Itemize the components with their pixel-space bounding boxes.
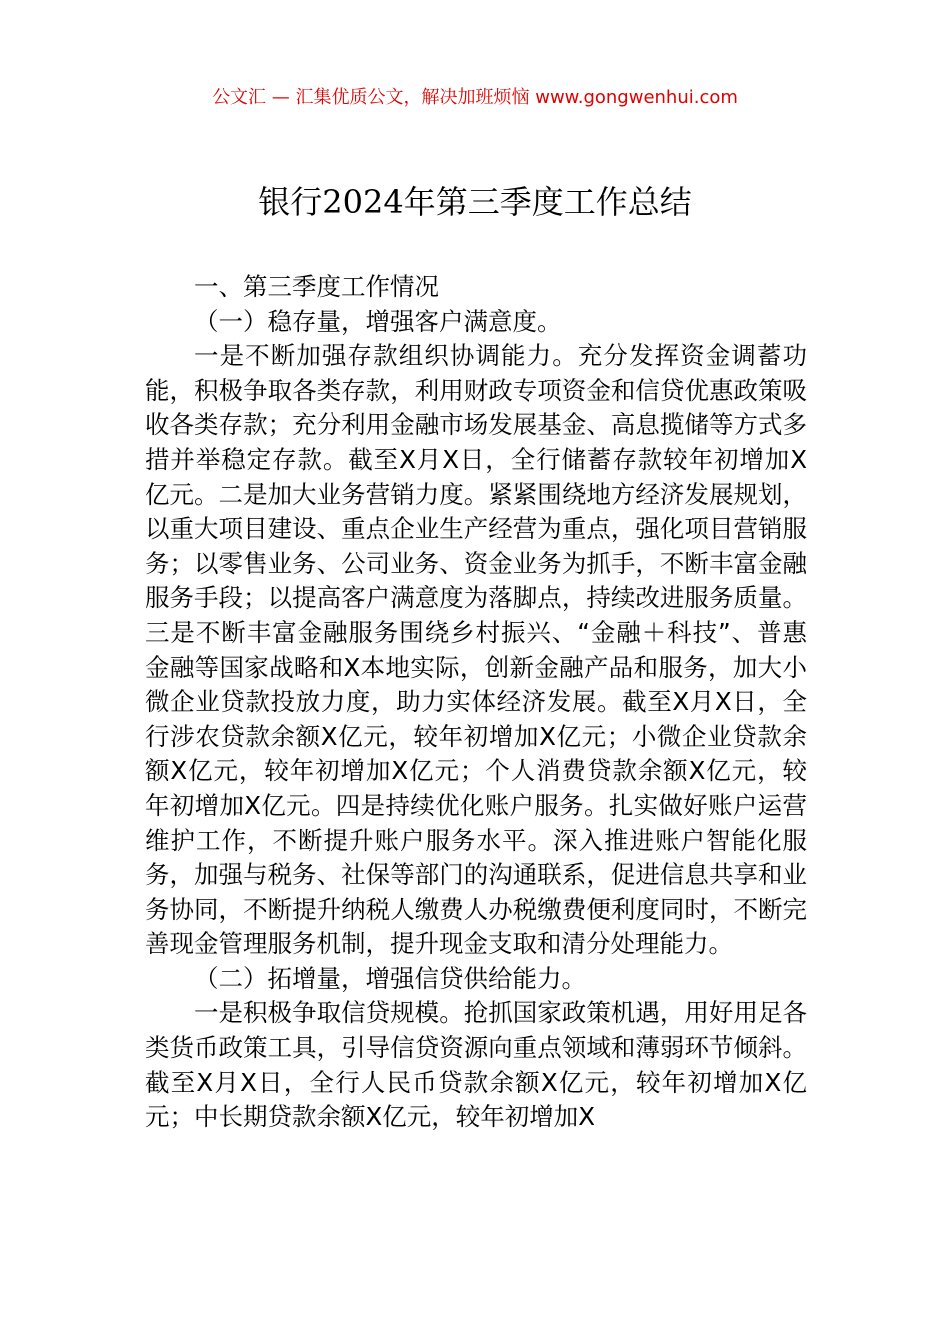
subsection-heading: （二）拓增量，增强信贷供给能力。: [194, 963, 586, 993]
body-paragraph: 一是不断加强存款组织协调能力。充分发挥资金调蓄功能，积极争取各类存款，利用财政专项资金和信贷优惠政策吸收各类存款；充分利用金融市场发展基金、高息揽储等方式多措并举稳定存款。截至X月X日，全行储蓄存款较年初增加X亿元。二是加大业务营销力度。紧紧围绕地方经济发展规划，以重大项目建设、重点企业生产经营为重点，强化项目营销服务；以零售业务、公司业务、资金业务为抓手，不断丰富金融服务手段；以提高客户满意度为落脚点，持续改进服务质量。三是不断丰富金融服务围绕乡村振兴、“金融＋科技”、普惠金融等国家战略和X本地实际，创新金融产品和服务，加大小微企业贷款投放力度，助力实体经济发展。截至X月X日，全行涉农贷款余额X亿元，较年初增加X亿元；小微企业贷款余额X亿元，较年初增加X亿元；个人消费贷款余额X亿元，较年初增加X亿元。四是持续优化账户服务。扎实做好账户运营维护工作，不断提升账户服务水平。深入推进账户智能化服务，加强与税务、社保等部门的沟通联系，促进信息共享和业务协同，不断提升纳税人缴费人办税缴费便利度同时，不断完善现金管理服务机制，提升现金支取和清分处理能力。: [145, 341, 807, 959]
document-body: [145, 270, 807, 1135]
document-title: 银行2024年第三季度工作总结: [258, 183, 692, 221]
subsection-heading: （一）稳存量，增强客户满意度。: [194, 306, 562, 336]
section-heading: 一、第三季度工作情况: [194, 272, 439, 301]
body-paragraph: 一是积极争取信贷规模。抢抓国家政策机遇，用好用足各类货币政策工具，引导信贷资源向重点领域和薄弱环节倾斜。截至X月X日，全行人民币贷款余额X亿元，较年初增加X亿元；中长期贷款余额X亿元，较年初增加X: [145, 998, 807, 1132]
header-banner: 公文汇 — 汇集优质公文，解决加班烦恼 www.gongwenhui.com: [212, 87, 738, 108]
